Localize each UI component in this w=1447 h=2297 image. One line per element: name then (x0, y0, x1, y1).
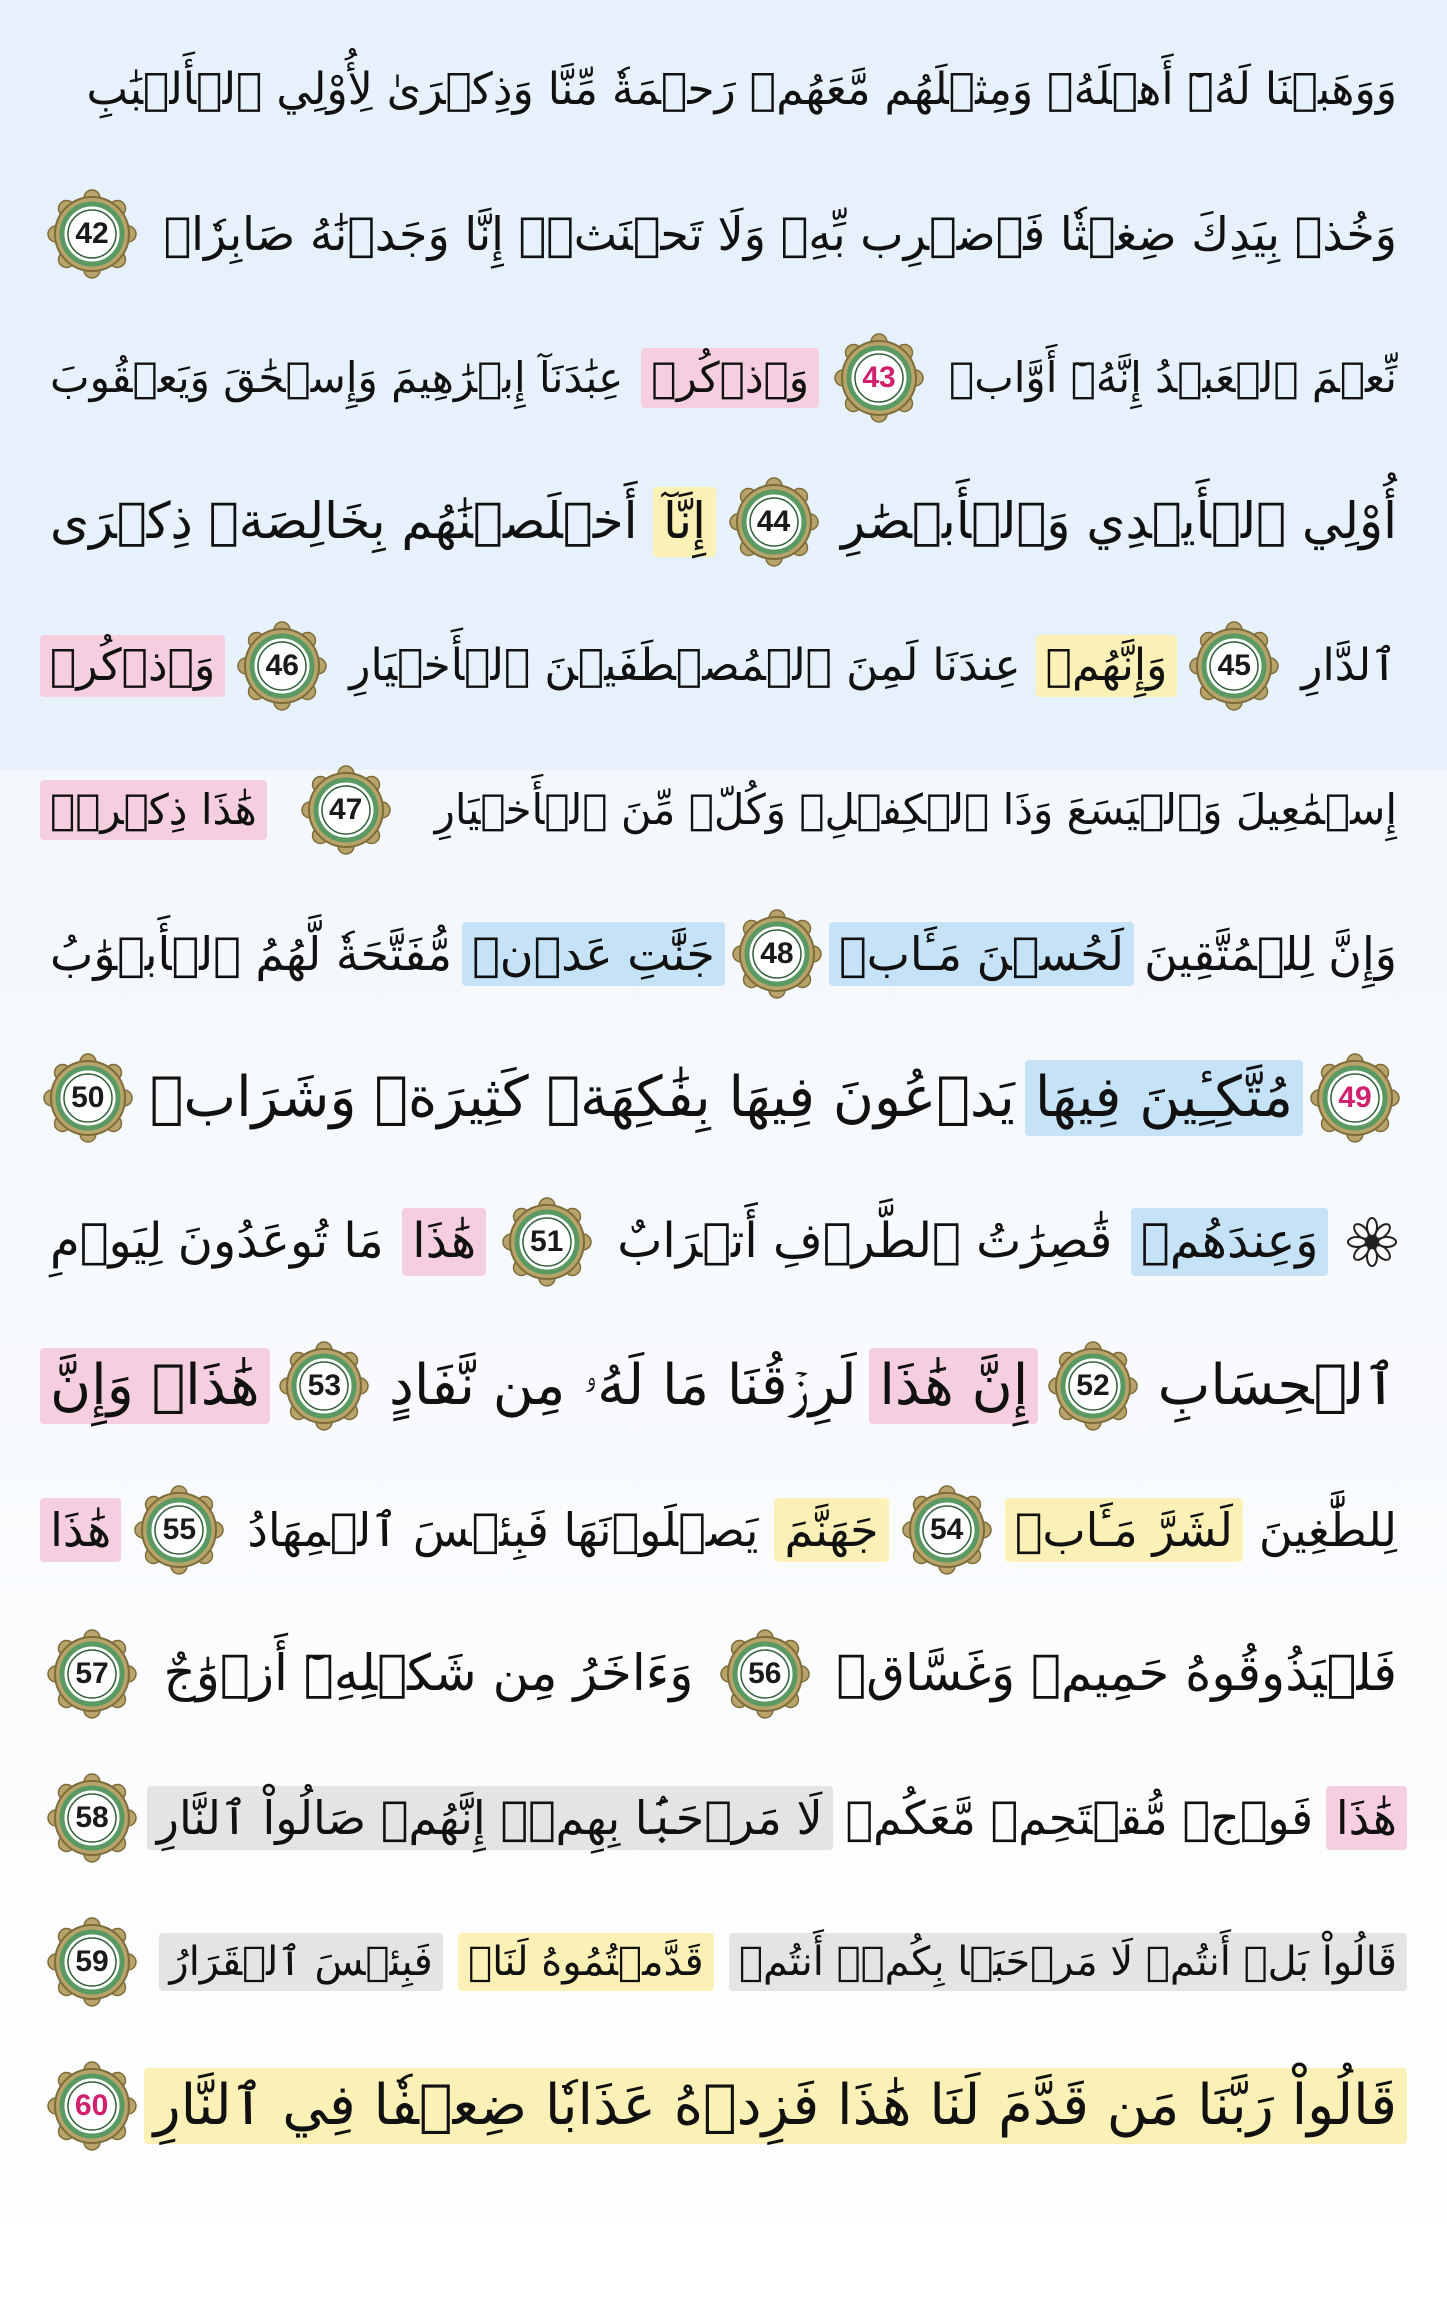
verse-line (40, 452, 1407, 592)
highlighted-verse-text[interactable]: لَا مَرۡحَبَۢا بِهِمۡۚ إِنَّهُمۡ صَالُواْ ٱلنَّارِ (147, 1786, 833, 1851)
ayah-number: 59 (75, 1945, 109, 1978)
verse-line (40, 1172, 1407, 1312)
verse-line (40, 308, 1407, 448)
verse-line (40, 1028, 1407, 1168)
verse-text[interactable]: يَصۡلَوۡنَهَا فَبِئۡسَ ٱلۡمِهَادُ (247, 1502, 759, 1557)
verse-text[interactable]: وَخُذۡ بِيَدِكَ ضِغۡثٗا فَٱضۡرِب بِّهِۦ وَلَا تَحۡنَثۡۗ إِنَّا وَجَدۡنَٰهُ صَابِرٗاۚ (163, 206, 1397, 261)
ayah-number-marker[interactable] (899, 1482, 995, 1578)
ayah-number-marker[interactable] (717, 1626, 813, 1722)
verse-text[interactable]: إِسۡمَٰعِيلَ وَٱلۡيَسَعَ وَذَا ٱلۡكِفۡلِۖ وَكُلّٞ مِّنَ ٱلۡأَخۡيَارِ (434, 784, 1397, 834)
verse-line (40, 164, 1407, 304)
ayah-number: 60 (74, 2089, 109, 2122)
ayah-number-marker[interactable] (234, 618, 330, 714)
ayah-number: 51 (529, 1225, 564, 1258)
verse-line (40, 1316, 1407, 1456)
ayah-number: 54 (930, 1513, 964, 1546)
ayah-number: 43 (862, 361, 896, 394)
verse-text[interactable]: عِندَنَا لَمِنَ ٱلۡمُصۡطَفَيۡنَ ٱلۡأَخۡيَارِ (349, 639, 1021, 691)
highlighted-verse-text[interactable]: إِنَّآ (653, 487, 716, 557)
highlighted-verse-text[interactable]: قَالُواْ رَبَّنَا مَن قَدَّمَ لَنَا هَٰذَا فَزِدۡهُ عَذَابٗا ضِعۡفٗا فِي ٱلنَّارِ (144, 2068, 1407, 2144)
verse-text[interactable]: قَٰصِرَٰتُ ٱلطَّرۡفِ أَتۡرَابٌ (617, 1213, 1113, 1270)
ayah-number-marker[interactable] (1307, 1050, 1403, 1146)
ayah-number: 50 (71, 1081, 105, 1114)
verse-line (40, 1892, 1407, 2032)
verse-text[interactable]: لِلطَّٰغِينَ (1258, 1502, 1397, 1557)
ayah-number: 57 (75, 1657, 109, 1690)
verse-text[interactable]: مُّفَتَّحَةٗ لَّهُمُ ٱلۡأَبۡوَٰبُ (50, 926, 452, 981)
verse-line (40, 1604, 1407, 1744)
highlighted-verse-text[interactable]: وَٱذۡكُرۡ (40, 635, 225, 698)
highlighted-verse-text[interactable]: وَعِندَهُمۡ (1131, 1208, 1329, 1275)
highlighted-verse-text[interactable]: قَالُواْ بَلۡ أَنتُمۡ لَا مَرۡحَبَۢا بِكُمۡۖ أَنتُمۡ (729, 1933, 1407, 1991)
highlighted-verse-text[interactable]: وَإِنَّهُمۡ (1036, 635, 1178, 698)
ayah-number: 47 (328, 793, 363, 826)
verse-text[interactable]: وَءَاخَرُ مِن شَكۡلِهِۦٓ أَزۡوَٰجٌ (163, 1644, 694, 1703)
highlighted-verse-text[interactable]: هَٰذَا (1326, 1786, 1407, 1851)
highlighted-verse-text[interactable]: لَشَرَّ مَـَٔابٖ (1005, 1498, 1243, 1563)
ayah-number-marker[interactable] (298, 762, 394, 858)
ayah-number-marker[interactable] (729, 906, 825, 1002)
highlighted-verse-text[interactable]: هَٰذَا (402, 1208, 486, 1275)
highlighted-verse-text[interactable]: جَهَنَّمَ (774, 1498, 888, 1563)
verse-text[interactable]: نِّعۡمَ ٱلۡعَبۡدُ إِنَّهُۥٓ أَوَّابٞ (949, 352, 1397, 402)
ayah-number-marker[interactable] (44, 1626, 140, 1722)
ayah-number: 55 (162, 1513, 197, 1546)
highlighted-verse-text[interactable]: جَنَّٰتِ عَدۡنٖ (462, 922, 725, 987)
highlighted-verse-text[interactable]: مُتَّكِـِٔينَ فِيهَا (1025, 1060, 1303, 1136)
highlighted-verse-text[interactable]: هَٰذَا ذِكۡرٞۚ (40, 780, 267, 840)
verse-line (40, 20, 1407, 160)
verse-text[interactable]: فَوۡجٞ مُّقۡتَحِمٞ مَّعَكُمۡ (845, 1790, 1314, 1845)
highlighted-verse-text[interactable]: إِنَّ هَٰذَا (869, 1348, 1038, 1424)
ayah-number: 56 (748, 1657, 782, 1690)
ayah-number: 48 (760, 937, 794, 970)
verse-text[interactable]: ٱلدَّارِ (1301, 639, 1397, 691)
verse-line (40, 2036, 1407, 2176)
ayah-number: 46 (265, 649, 299, 682)
verse-text[interactable]: لَرِزۡقُنَا مَا لَهُۥ مِن نَّفَادٍ (388, 1352, 857, 1418)
highlighted-verse-text[interactable]: هَٰذَا (40, 1498, 121, 1563)
verse-line (40, 1460, 1407, 1600)
ayah-number-marker[interactable] (44, 1770, 140, 1866)
verse-text[interactable]: أُوْلِي ٱلۡأَيۡدِي وَٱلۡأَبۡصَٰرِ (840, 492, 1397, 551)
ayah-number: 42 (75, 217, 109, 250)
ayah-number-marker[interactable] (44, 186, 140, 282)
verse-text[interactable]: وَوَهَبۡنَا لَهُۥٓ أَهۡلَهُۥ وَمِثۡلَهُم مَّعَهُمۡ رَحۡمَةٗ مِّنَّا وَذِكۡرَىٰ لِأُوْلِي ٱلۡأَلۡبَٰبِ (86, 63, 1397, 115)
verse-text[interactable]: ٱلۡحِسَابِ (1157, 1352, 1397, 1418)
ayah-number-marker[interactable] (44, 2058, 140, 2154)
ayah-number-marker[interactable] (831, 330, 927, 426)
ayah-number: 58 (75, 1801, 109, 1834)
ayah-number-marker[interactable] (276, 1338, 372, 1434)
ayah-number-marker[interactable] (1186, 618, 1282, 714)
ayah-number-marker[interactable] (44, 1914, 140, 2010)
verse-text[interactable]: أَخۡلَصۡنَٰهُم بِخَالِصَةٖ ذِكۡرَى (50, 492, 638, 551)
verse-text[interactable]: يَدۡعُونَ فِيهَا بِفَٰكِهَةٖ كَثِيرَةٖ وَشَرَابٖ (149, 1064, 1015, 1130)
ayah-number: 45 (1217, 649, 1251, 682)
highlighted-verse-text[interactable]: وَٱذۡكُرۡ (641, 348, 819, 408)
ayah-number-marker[interactable] (726, 474, 822, 570)
verse-text[interactable]: مَا تُوعَدُونَ لِيَوۡمِ (50, 1213, 384, 1270)
verse-line (40, 1748, 1407, 1888)
verse-text[interactable]: فَلۡيَذُوقُوهُ حَمِيمٞ وَغَسَّاقٞ (836, 1644, 1397, 1703)
ayah-number-marker[interactable] (40, 1050, 136, 1146)
ayah-number-marker[interactable] (1045, 1338, 1141, 1434)
ayah-number: 52 (1076, 1369, 1110, 1402)
verse-line (40, 740, 1407, 880)
ayah-number: 49 (1338, 1081, 1372, 1114)
verse-line (40, 596, 1407, 736)
highlighted-verse-text[interactable]: لَحُسۡنَ مَـَٔابٖ (829, 922, 1134, 987)
highlighted-verse-text[interactable]: فَبِئۡسَ ٱلۡقَرَارُ (159, 1933, 442, 1991)
highlighted-verse-text[interactable]: هَٰذَاۚ وَإِنَّ (40, 1348, 270, 1424)
rub-el-hizb-icon (1343, 1213, 1401, 1271)
highlighted-verse-text[interactable]: قَدَّمۡتُمُوهُ لَنَاۖ (458, 1933, 714, 1991)
ayah-number-marker[interactable] (499, 1194, 595, 1290)
ayah-number: 53 (307, 1369, 342, 1402)
ayah-number-marker[interactable] (131, 1482, 227, 1578)
verse-text[interactable]: وَإِنَّ لِلۡمُتَّقِينَ (1144, 926, 1397, 981)
ayah-number: 44 (756, 505, 791, 538)
verse-line (40, 884, 1407, 1024)
verse-text[interactable]: عِبَٰدَنَآ إِبۡرَٰهِيمَ وَإِسۡحَٰقَ وَيَعۡقُوبَ (50, 352, 624, 402)
